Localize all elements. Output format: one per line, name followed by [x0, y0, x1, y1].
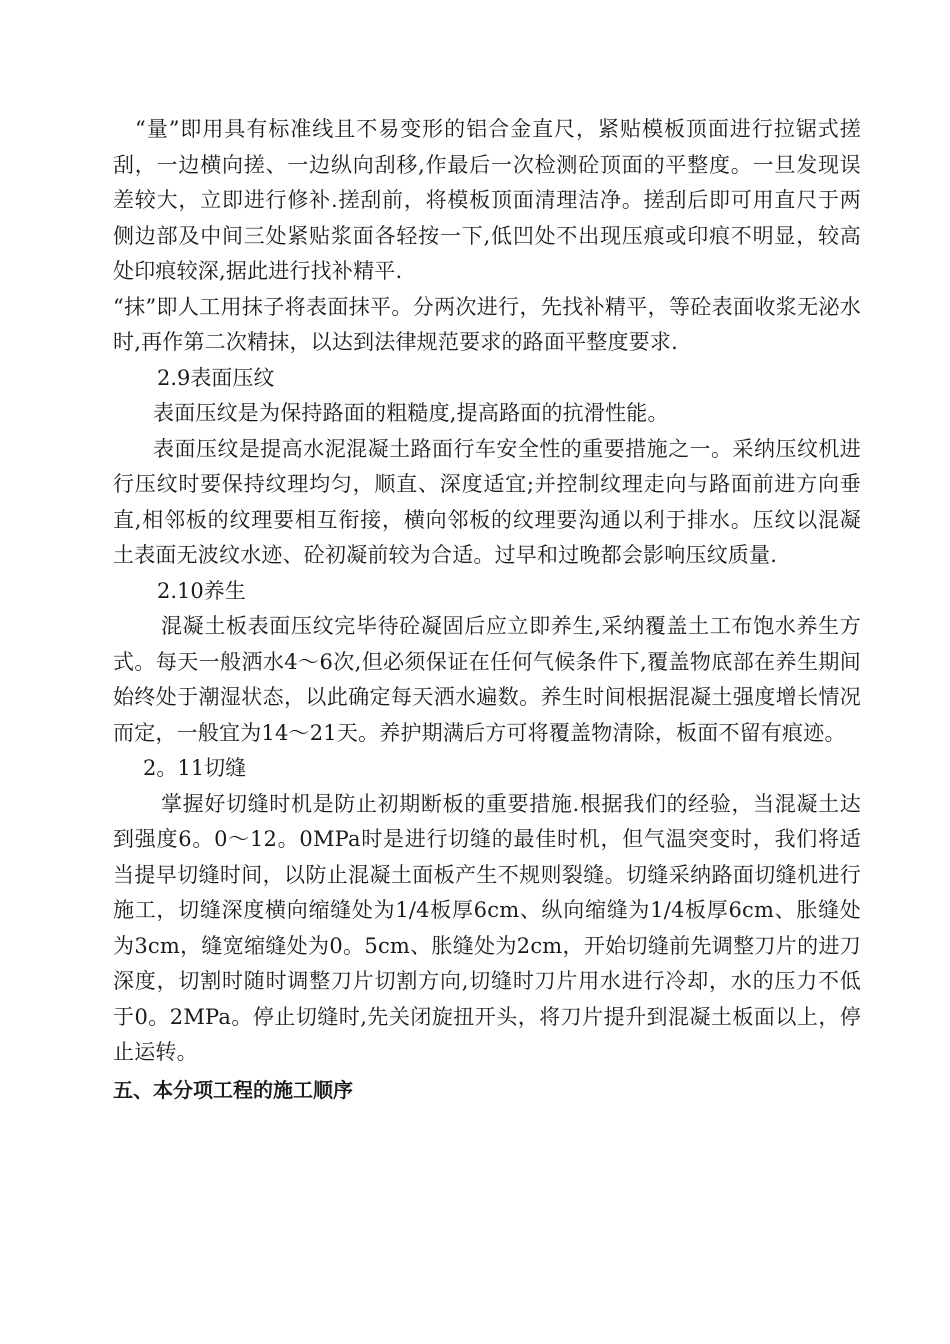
- chapter-heading-5: 五、本分项工程的施工顺序: [113, 1077, 353, 1102]
- paragraph-smooth: “抹”即人工用抹子将表面抹平。分两次进行，先找补精平，等砼表面收浆无泌水时,再作第二次精抹，以达到法律规范要求的路面平整度要求.: [113, 294, 861, 354]
- paragraph-measure: “量”即用具有标准线且不易变形的铝合金直尺，紧贴模板顶面进行拉锯式搓刮，一边横向搓、一边纵向刮移,作最后一次检测砼顶面的平整度。一旦发现误差较大，立即进行修补.搓刮前，将模板顶面清理洁净。搓刮后即可用直尺于两侧边部及中间三处紧贴浆面各轻按一下,低凹处不出现压痕或印痕不明显，较高处印痕较深,据此进行找补精平.: [113, 117, 861, 283]
- section-heading-2-11: 2。11切缝: [143, 756, 247, 780]
- section-heading-2-10: 2.10养生: [157, 578, 246, 603]
- paragraph-texture-purpose: 表面压纹是为保持路面的粗糙度,提高路面的抗滑性能。: [153, 401, 669, 425]
- paragraph-curing: 混凝土板表面压纹完毕待砼凝固后应立即养生,采纳覆盖土工布饱水养生方式。每天一般洒水4～6次,但必须保证在任何气候条件下,覆盖物底部在养生期间始终处于潮湿状态，以此确定每天洒水遍数。养生时间根据混凝土强度增长情况而定，一般宜为14～21天。养护期满后方可将覆盖物清除，板面不留有痕迹。: [113, 614, 861, 745]
- section-heading-2-9: 2.9表面压纹: [157, 365, 275, 390]
- paragraph-joint-cutting: 掌握好切缝时机是防止初期断板的重要措施.根据我们的经验，当混凝土达到强度6。0～12。0MPa时是进行切缝的最佳时机，但气温突变时，我们将适当提早切缝时间，以防止混凝土面板产生不规则裂缝。切缝采纳路面切缝机进行施工，切缝深度横向缩缝处为1/4板厚6cm、纵向缩缝为1/4板厚6cm、胀缝处为3cm，缝宽缩缝处为0。5cm、胀缝处为2cm，开始切缝前先调整刀片的进刀深度，切割时随时调整刀片切割方向,切缝时刀片用水进行冷却，水的压力不低于0。2MPa。停止切缝时,先关闭旋扭开头，将刀片提升到混凝土板面以上，停止运转。: [113, 791, 861, 1064]
- document-body: [113, 112, 861, 1108]
- paragraph-texture-method: 表面压纹是提高水泥混凝土路面行车安全性的重要措施之一。采纳压纹机进行压纹时要保持纹理均匀，顺直、深度适宜;并控制纹理走向与路面前进方向垂直,相邻板的纹理要相互衔接，横向邻板的纹理要沟通以利于排水。压纹以混凝土表面无波纹水迹、砼初凝前较为合适。过早和过晚都会影响压纹质量.: [113, 436, 861, 567]
